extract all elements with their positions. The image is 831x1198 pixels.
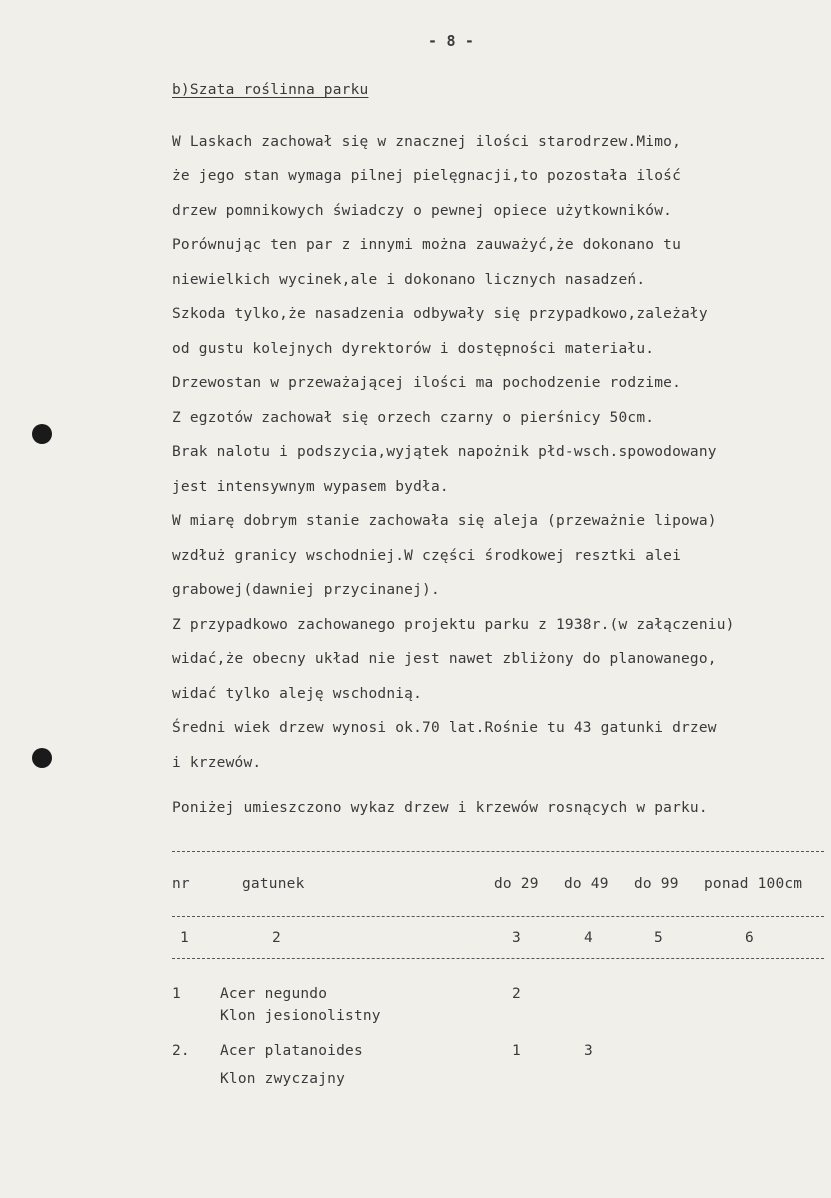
column-number: 4 [584,930,593,946]
paragraph-line: Brak nalotu i podszycia,wyjątek napożnik płd-wsch.spowodowany [172,444,717,460]
table-row-2-do-49: 3 [584,1043,593,1059]
table-row-1-do-29: 2 [512,986,521,1002]
table-header-do-99: do 99 [634,876,679,892]
paragraph-line: grabowej(dawniej przycinanej). [172,582,440,598]
page-number: - 8 - [428,32,475,50]
table-header-do-29: do 29 [494,876,539,892]
table-header-do-49: do 49 [564,876,609,892]
table-row-1-polish-name: Klon jesionolistny [220,1008,381,1024]
table-row-2-latin-name: Acer platanoides [220,1043,363,1059]
column-number: 1 [180,930,189,946]
paragraph-line: Szkoda tylko,że nasadzenia odbywały się przypadkowo,zależały [172,306,708,322]
table-row-2-nr: 2. [172,1043,190,1059]
column-number: 5 [654,930,663,946]
paragraph-line: Drzewostan w przeważającej ilości ma pochodzenie rodzime. [172,375,681,391]
paragraph-line: niewielkich wycinek,ale i dokonano licznych nasadzeń. [172,272,646,288]
paragraph-line: widać tylko aleję wschodnią. [172,686,423,702]
paragraph-line: wzdłuż granicy wschodniej.W części środkowej resztki alei [172,548,681,564]
table-top-rule [172,851,824,852]
paragraph-line: Średni wiek drzew wynosi ok.70 lat.Rośnie tu 43 gatunki drzew [172,720,717,736]
paragraph-line: Porównując ten par z innymi można zauważyć,że dokonano tu [172,237,681,253]
paragraph-line: że jego stan wymaga pilnej pielęgnacji,to pozostała ilość [172,168,681,184]
paragraph-line: drzew pomnikowych świadczy o pewnej opiece użytkowników. [172,203,673,219]
column-number: 3 [512,930,521,946]
paragraph-line: Poniżej umieszczono wykaz drzew i krzewów rosnących w parku. [172,800,708,816]
paragraph-line: W Laskach zachował się w znacznej ilości starodrzew.Mimo, [172,134,681,150]
paragraph-line: od gustu kolejnych dyrektorów i dostępności materiału. [172,341,655,357]
table-header-rule [172,916,824,917]
paragraph-line: jest intensywnym wypasem bydła. [172,479,449,495]
section-heading: b)Szata roślinna parku [172,82,369,98]
table-header-nr: nr [172,876,190,892]
table-row-1-nr: 1 [172,986,181,1002]
column-number: 2 [272,930,281,946]
paragraph-line: i krzewów. [172,755,262,771]
table-header-species: gatunek [242,876,305,892]
table-row-2-do-29: 1 [512,1043,521,1059]
column-number: 6 [745,930,754,946]
paragraph-line: widać,że obecny układ nie jest nawet zbliżony do planowanego, [172,651,717,667]
paragraph-line: Z egzotów zachował się orzech czarny o pierśnicy 50cm. [172,410,655,426]
table-column-number-rule [172,958,824,959]
punch-hole-bottom [32,748,52,768]
paragraph-line: Z przypadkowo zachowanego projektu parku z 1938r.(w załączeniu) [172,617,735,633]
table-row-1-latin-name: Acer negundo [220,986,328,1002]
paragraph-line: W miarę dobrym stanie zachowała się aleja (przeważnie lipowa) [172,513,717,529]
punch-hole-top [32,424,52,444]
table-header-ponad-100: ponad 100cm [704,876,803,892]
table-row-2-polish-name: Klon zwyczajny [220,1071,346,1087]
